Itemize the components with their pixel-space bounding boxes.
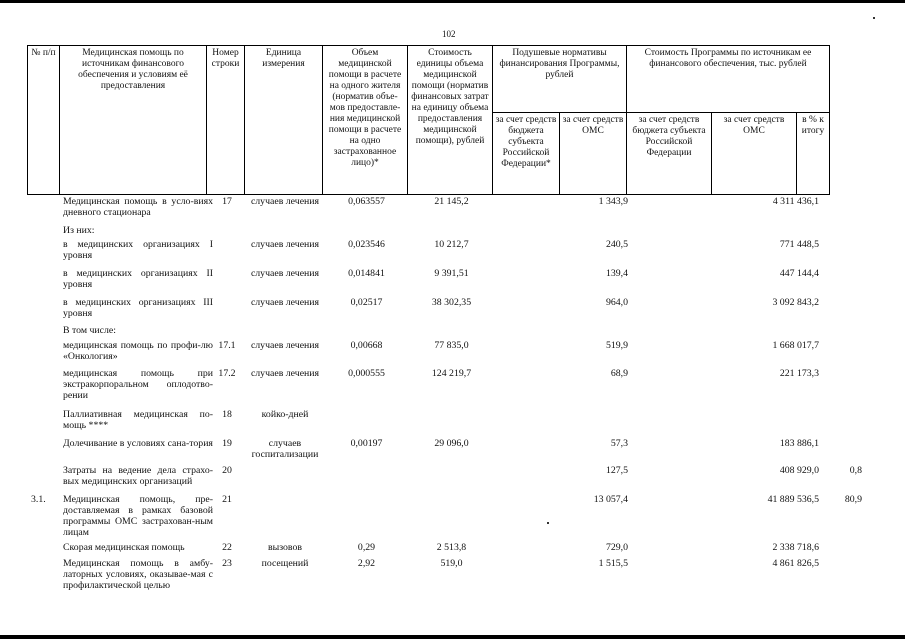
row-cost: 124 219,7 <box>431 368 472 379</box>
header-cost: Стоимость единицы объема медицинской помощи (норматив финансовых затрат на единицу объема предоставления медицинской помощи), рублей <box>408 46 493 195</box>
header-program-oms: за счет средств ОМС <box>712 113 797 195</box>
row-unit: случаев лечения <box>250 268 320 279</box>
header-program-cost: Стоимость Программы по источникам ее финансового обеспечения, тыс. рублей <box>627 46 830 113</box>
row-code: 17.2 <box>218 368 236 379</box>
scan-speck <box>873 17 875 19</box>
row-cost: 21 145,2 <box>434 196 469 207</box>
row-cost: 9 391,51 <box>434 268 469 279</box>
row-cost: 10 212,7 <box>434 239 469 250</box>
row-cost: 29 096,0 <box>434 438 469 449</box>
row-name: в медицинских организациях II уровня <box>63 268 213 290</box>
row-pct: 80,9 <box>844 494 862 505</box>
row-name: медицинская помощь по профи-лю «Онкология» <box>63 340 213 362</box>
row-volume: 0,000555 <box>348 368 385 379</box>
header-unit: Единица измерения <box>245 46 323 195</box>
row-code: 19 <box>222 438 232 449</box>
row-unit: случаев лечения <box>250 239 320 250</box>
row-program-oms: 2 338 718,6 <box>772 542 819 553</box>
row-oms: 1 343,9 <box>598 196 628 207</box>
row-name: Медицинская помощь, пре-доставляемая в рамках базовой программы ОМС застрахован-ным лицам <box>63 494 213 538</box>
row-oms: 1 515,5 <box>598 558 628 569</box>
row-unit: случаев лечения <box>250 297 320 308</box>
scan-speck <box>547 522 549 524</box>
row-code: 23 <box>222 558 232 569</box>
header-program-pct: в % к итогу <box>797 113 830 195</box>
page-number: 102 <box>442 29 456 39</box>
row-name: в медицинских организациях III уровня <box>63 297 213 319</box>
top-border-rule <box>0 0 905 3</box>
row-unit: посещений <box>261 558 309 569</box>
row-unit: случаев госпитализации <box>251 438 319 460</box>
row-oms: 964,0 <box>605 297 628 308</box>
row-volume: 2,92 <box>357 558 376 569</box>
row-oms: 240,5 <box>605 239 628 250</box>
row-cost: 519,0 <box>440 558 463 569</box>
table-header <box>27 45 830 195</box>
row-name: Из них: <box>63 225 95 236</box>
row-unit: вызовов <box>267 542 302 553</box>
row-name: В том числе: <box>63 325 116 336</box>
row-code: 21 <box>222 494 232 505</box>
row-code: 17.1 <box>218 340 236 351</box>
row-name: Затраты на ведение дела страхо-вых медицинских организаций <box>63 465 213 487</box>
row-name: в медицинских организациях I уровня <box>63 239 213 261</box>
row-name: Паллиативная медицинская по-мощь **** <box>63 409 213 431</box>
row-name: Скорая медицинская помощь <box>63 542 185 553</box>
row-program-oms: 4 861 826,5 <box>772 558 819 569</box>
row-program-oms: 1 668 017,7 <box>772 340 819 351</box>
row-oms: 729,0 <box>605 542 628 553</box>
row-name: медицинская помощь при экстракорпоральном оплодотво-рении <box>63 368 213 401</box>
row-volume: 0,29 <box>357 542 376 553</box>
row-volume: 0,00668 <box>350 340 383 351</box>
row-code: 20 <box>222 465 232 476</box>
row-unit: койко-дней <box>261 409 309 420</box>
row-oms: 57,3 <box>610 438 628 449</box>
row-program-oms: 408 929,0 <box>779 465 819 476</box>
header-num: № п/п <box>28 46 60 195</box>
bottom-border-rule <box>0 635 905 639</box>
row-code: 22 <box>222 542 232 553</box>
row-unit: случаев лечения <box>250 196 320 207</box>
row-name: Медицинская помощь в амбу-латорных условиях, оказывае-мая с профилактической целью <box>63 558 213 591</box>
header-program-budget: за счет средств бюджета субъекта Российской Федерации <box>627 113 712 195</box>
row-oms: 68,9 <box>610 368 628 379</box>
header-code: Номер строки <box>207 46 245 195</box>
row-cost: 77 835,0 <box>434 340 469 351</box>
row-volume: 0,063557 <box>348 196 385 207</box>
row-code: 17 <box>222 196 232 207</box>
row-num: 3.1. <box>31 494 46 505</box>
row-unit: случаев лечения <box>250 368 320 379</box>
header-name: Медицинская помощь по источникам финансового обеспечения и условиям её предоставления <box>60 46 207 195</box>
row-unit: случаев лечения <box>250 340 320 351</box>
row-name: Медицинская помощь в усло-виях дневного стационара <box>63 196 213 218</box>
row-name: Долечивание в условиях сана-тория <box>63 438 213 449</box>
row-program-oms: 3 092 843,2 <box>772 297 819 308</box>
row-pct: 0,8 <box>849 465 862 476</box>
row-program-oms: 41 889 536,5 <box>767 494 819 505</box>
header-volume: Объем медицинской помощи в расчете на одного жителя (норматив объе-мов предоставле-ния медицинской помощи в расчете на одно застрахованное лицо)* <box>323 46 408 195</box>
header-per-capita-budget: за счет средств бюджета субъекта Российской Федерации* <box>493 113 560 195</box>
row-volume: 0,02517 <box>350 297 383 308</box>
row-program-oms: 771 448,5 <box>779 239 819 250</box>
row-volume: 0,00197 <box>350 438 383 449</box>
row-cost: 38 302,35 <box>431 297 472 308</box>
row-oms: 519,9 <box>605 340 628 351</box>
row-cost: 2 513,8 <box>436 542 467 553</box>
row-program-oms: 447 144,4 <box>779 268 819 279</box>
row-oms: 127,5 <box>605 465 628 476</box>
row-volume: 0,014841 <box>348 268 385 279</box>
row-volume: 0,023546 <box>348 239 385 250</box>
row-oms: 139,4 <box>605 268 628 279</box>
row-code: 18 <box>222 409 232 420</box>
header-per-capita-oms: за счет средств ОМС <box>560 113 627 195</box>
row-program-oms: 4 311 436,1 <box>772 196 819 207</box>
row-oms: 13 057,4 <box>593 494 628 505</box>
header-per-capita: Подушевые нормативы финансирования Программы, рублей <box>493 46 627 113</box>
row-program-oms: 221 173,3 <box>779 368 819 379</box>
row-program-oms: 183 886,1 <box>779 438 819 449</box>
